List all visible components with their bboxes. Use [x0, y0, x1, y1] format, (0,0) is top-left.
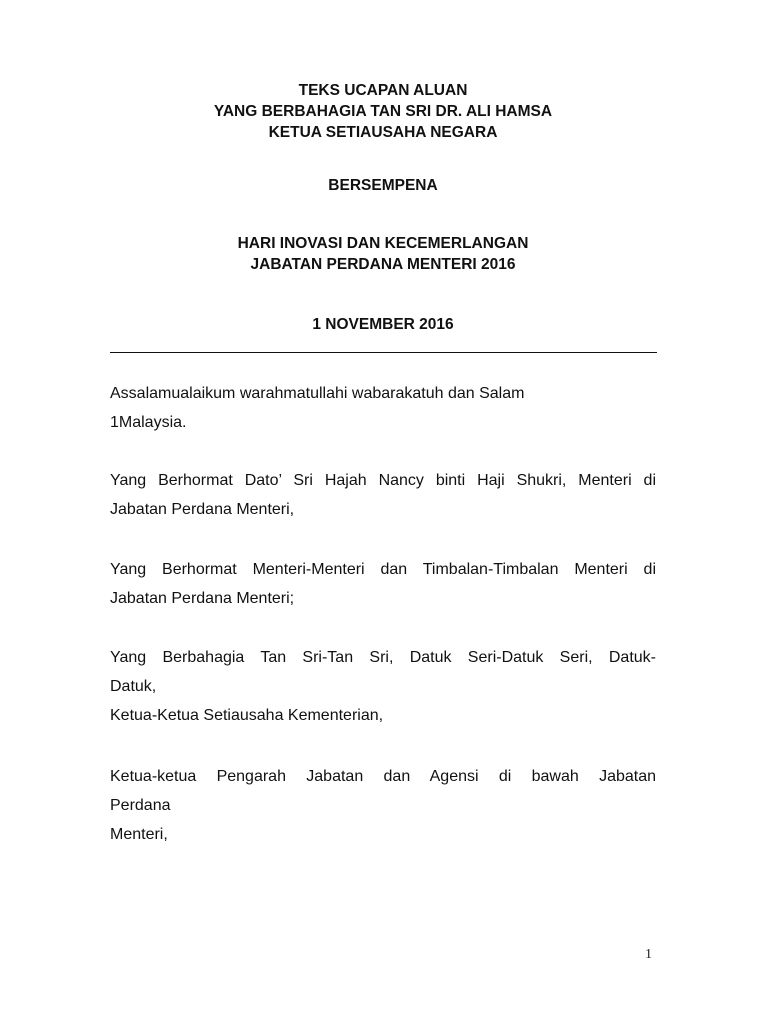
salutation-minister — [110, 466, 656, 524]
title-line: KETUA SETIAUSAHA NEGARA — [268, 124, 498, 141]
paragraph-line: Assalamualaikum warahmatullahi wabarakatuh dan Salam — [110, 385, 525, 402]
event-line: JABATAN PERDANA MENTERI 2016 — [250, 256, 516, 273]
paragraph-line: Yang Berhormat Dato’ Sri Hajah Nancy binti Haji Shukri, Menteri di — [110, 472, 656, 489]
salutation-directors — [110, 762, 656, 849]
paragraph-line: Menteri, — [110, 826, 168, 843]
page-number: 1 — [645, 947, 652, 962]
salutation-tan-sri — [110, 643, 656, 730]
header-divider — [110, 352, 657, 353]
paragraph-line: Perdana — [110, 797, 171, 814]
salutation-deputies — [110, 555, 656, 613]
paragraph-line: Ketua-Ketua Setiausaha Kementerian, — [110, 707, 384, 724]
event-line: HARI INOVASI DAN KECEMERLANGAN — [237, 235, 529, 252]
paragraph-line: 1Malaysia. — [110, 414, 187, 431]
greeting-paragraph — [110, 379, 656, 437]
paragraph-line: Ketua-ketua Pengarah Jabatan dan Agensi di bawah Jabatan — [110, 768, 656, 785]
event-title — [110, 233, 656, 275]
paragraph-line: Yang Berhormat Menteri-Menteri dan Timbalan-Timbalan Menteri di — [110, 561, 656, 578]
title-line: TEKS UCAPAN ALUAN — [298, 82, 468, 99]
paragraph-line: Yang Berbahagia Tan Sri-Tan Sri, Datuk Seri-Datuk Seri, Datuk- — [110, 649, 656, 666]
speech-title — [110, 80, 656, 143]
paragraph-line: Datuk, — [110, 678, 157, 695]
title-line: YANG BERBAHAGIA TAN SRI DR. ALI HAMSA — [213, 103, 553, 120]
paragraph-line: Jabatan Perdana Menteri; — [110, 590, 295, 607]
occasion-label: BERSEMPENA — [328, 177, 438, 194]
speech-date: 1 NOVEMBER 2016 — [312, 316, 454, 333]
paragraph-line: Jabatan Perdana Menteri, — [110, 501, 295, 518]
